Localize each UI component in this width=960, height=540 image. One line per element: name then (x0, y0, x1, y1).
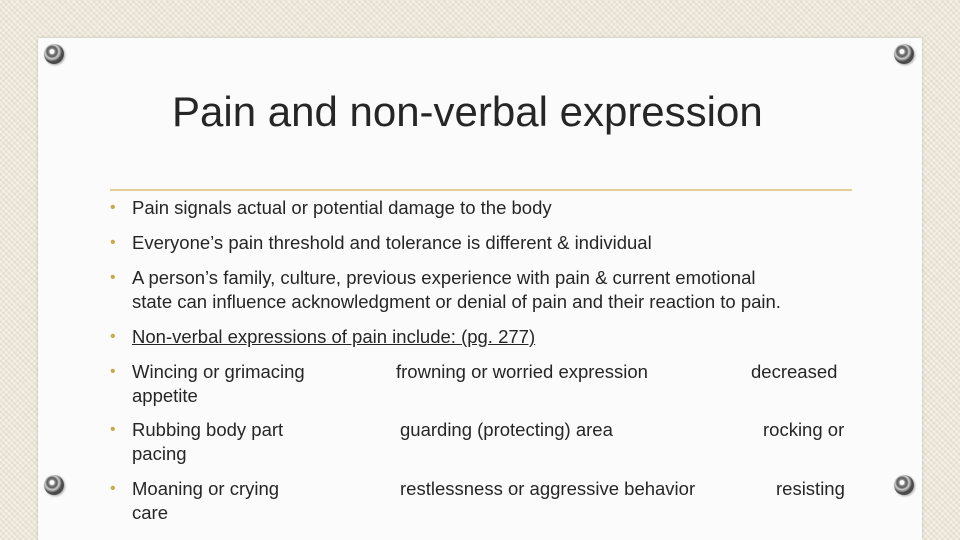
pushpin-icon (44, 475, 64, 495)
symptom-wrap-text: pacing (132, 443, 187, 464)
pushpin-icon (894, 475, 914, 495)
symptom-wrap-text: appetite (132, 385, 198, 406)
bullet-icon: • (110, 234, 116, 251)
bullet-icon: • (110, 363, 116, 380)
symptom-col1: Wincing or grimacing (132, 361, 305, 382)
symptom-col3: decreased (751, 361, 838, 382)
bullet-text: state can influence acknowledgment or denial of pain and their reaction to pain. (132, 291, 781, 312)
symptom-col1: Rubbing body part (132, 419, 284, 440)
bullet-icon: • (110, 328, 116, 345)
symptom-col2: guarding (protecting) area (400, 419, 613, 440)
bullet-text: Pain signals actual or potential damage to the body (132, 197, 552, 218)
symptom-wrap-text: care (132, 502, 168, 523)
symptom-col1: Moaning or crying (132, 478, 280, 499)
title-divider (110, 189, 852, 191)
pushpin-icon (44, 44, 64, 64)
bullet-icon: • (110, 199, 116, 216)
symptom-col3: resisting (776, 478, 845, 499)
bullet-text: A person’s family, culture, previous experience with pain & current emotional (132, 267, 756, 288)
symptom-col3: rocking or (763, 419, 845, 440)
slide-title: Pain and non-verbal expression (172, 88, 763, 135)
bullet-icon: • (110, 480, 116, 497)
bullet-icon: • (110, 421, 116, 438)
bullet-icon: • (110, 269, 116, 286)
bullet-text: Everyone’s pain threshold and tolerance is different & individual (132, 232, 652, 253)
pushpin-icon (894, 44, 914, 64)
symptom-col2: restlessness or aggressive behavior (400, 478, 696, 499)
symptom-col2: frowning or worried expression (396, 361, 648, 382)
bullet-text: Non-verbal expressions of pain include: (pg. 277) (132, 326, 536, 347)
